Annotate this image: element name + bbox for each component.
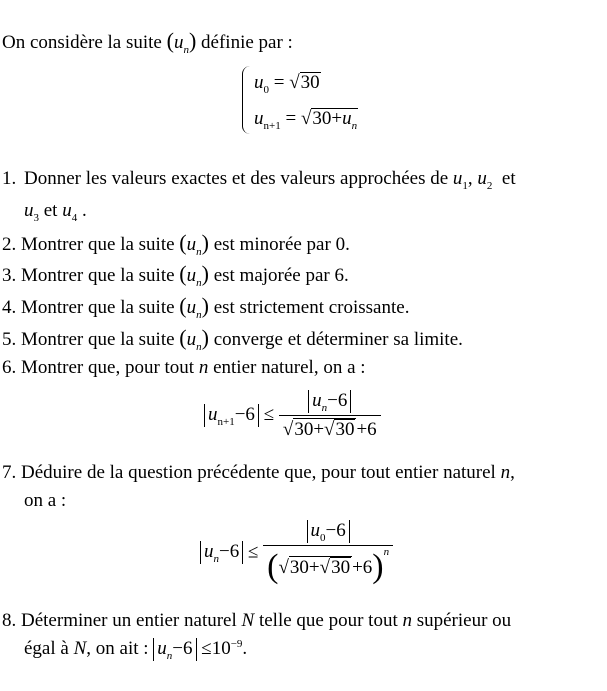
seq-symbol: u [173, 32, 184, 53]
formula-6: $u_{n+1}-6$ ≤ $\frac{u_n-6}{√30+√30 +6}$ [204, 390, 381, 441]
list-item-7: 7. Déduire de la question précédente que, pour tout entier naturel n, [2, 462, 515, 483]
item-7-cont: on a : [24, 490, 67, 511]
formula-7: $u_n-6$ ≤ $\frac{u_0-6}{(√30+√30 +6)^n}$ [200, 520, 393, 586]
item-8-cont: égal à N, on ait : $u_n-6 \le 10^{-9}$. [24, 638, 248, 662]
list-item-8: 8. Déterminer un entier naturel N telle que pour tout n supérieur ou [2, 610, 512, 631]
list-item-5: 5. Montrer que la suite $(u_n)$ converge et déterminer sa limite. [2, 325, 463, 353]
list-item-2: 2. Montrer que la suite $(u_n)$ est minorée par 0. [2, 230, 350, 258]
system-line-1: $u_0 = √30$ [254, 72, 320, 96]
system-line-2: $u_{n+1} = √30+u_n$ [254, 108, 358, 132]
list-item-3: 3. Montrer que la suite $(u_n)$ est majorée par 6. [2, 261, 349, 289]
intro-line: On considère la suite $(u_n)$ définie par : [2, 28, 293, 56]
item-1-text: Donner les valeurs exactes et des valeurs approchées de $u_1$, $u_2$ et [24, 168, 516, 192]
list-item-4: 4. Montrer que la suite $(u_n)$ est strictement croissante. [2, 293, 410, 321]
list-item-6: 6. Montrer que, pour tout n entier naturel, on a : [2, 357, 366, 378]
intro-text: On considère la suite [2, 32, 167, 53]
system-brace [242, 66, 251, 134]
item-1-cont: $u_3$ et $u_4$ . [24, 200, 87, 224]
list-item-1: 1. [2, 168, 17, 189]
